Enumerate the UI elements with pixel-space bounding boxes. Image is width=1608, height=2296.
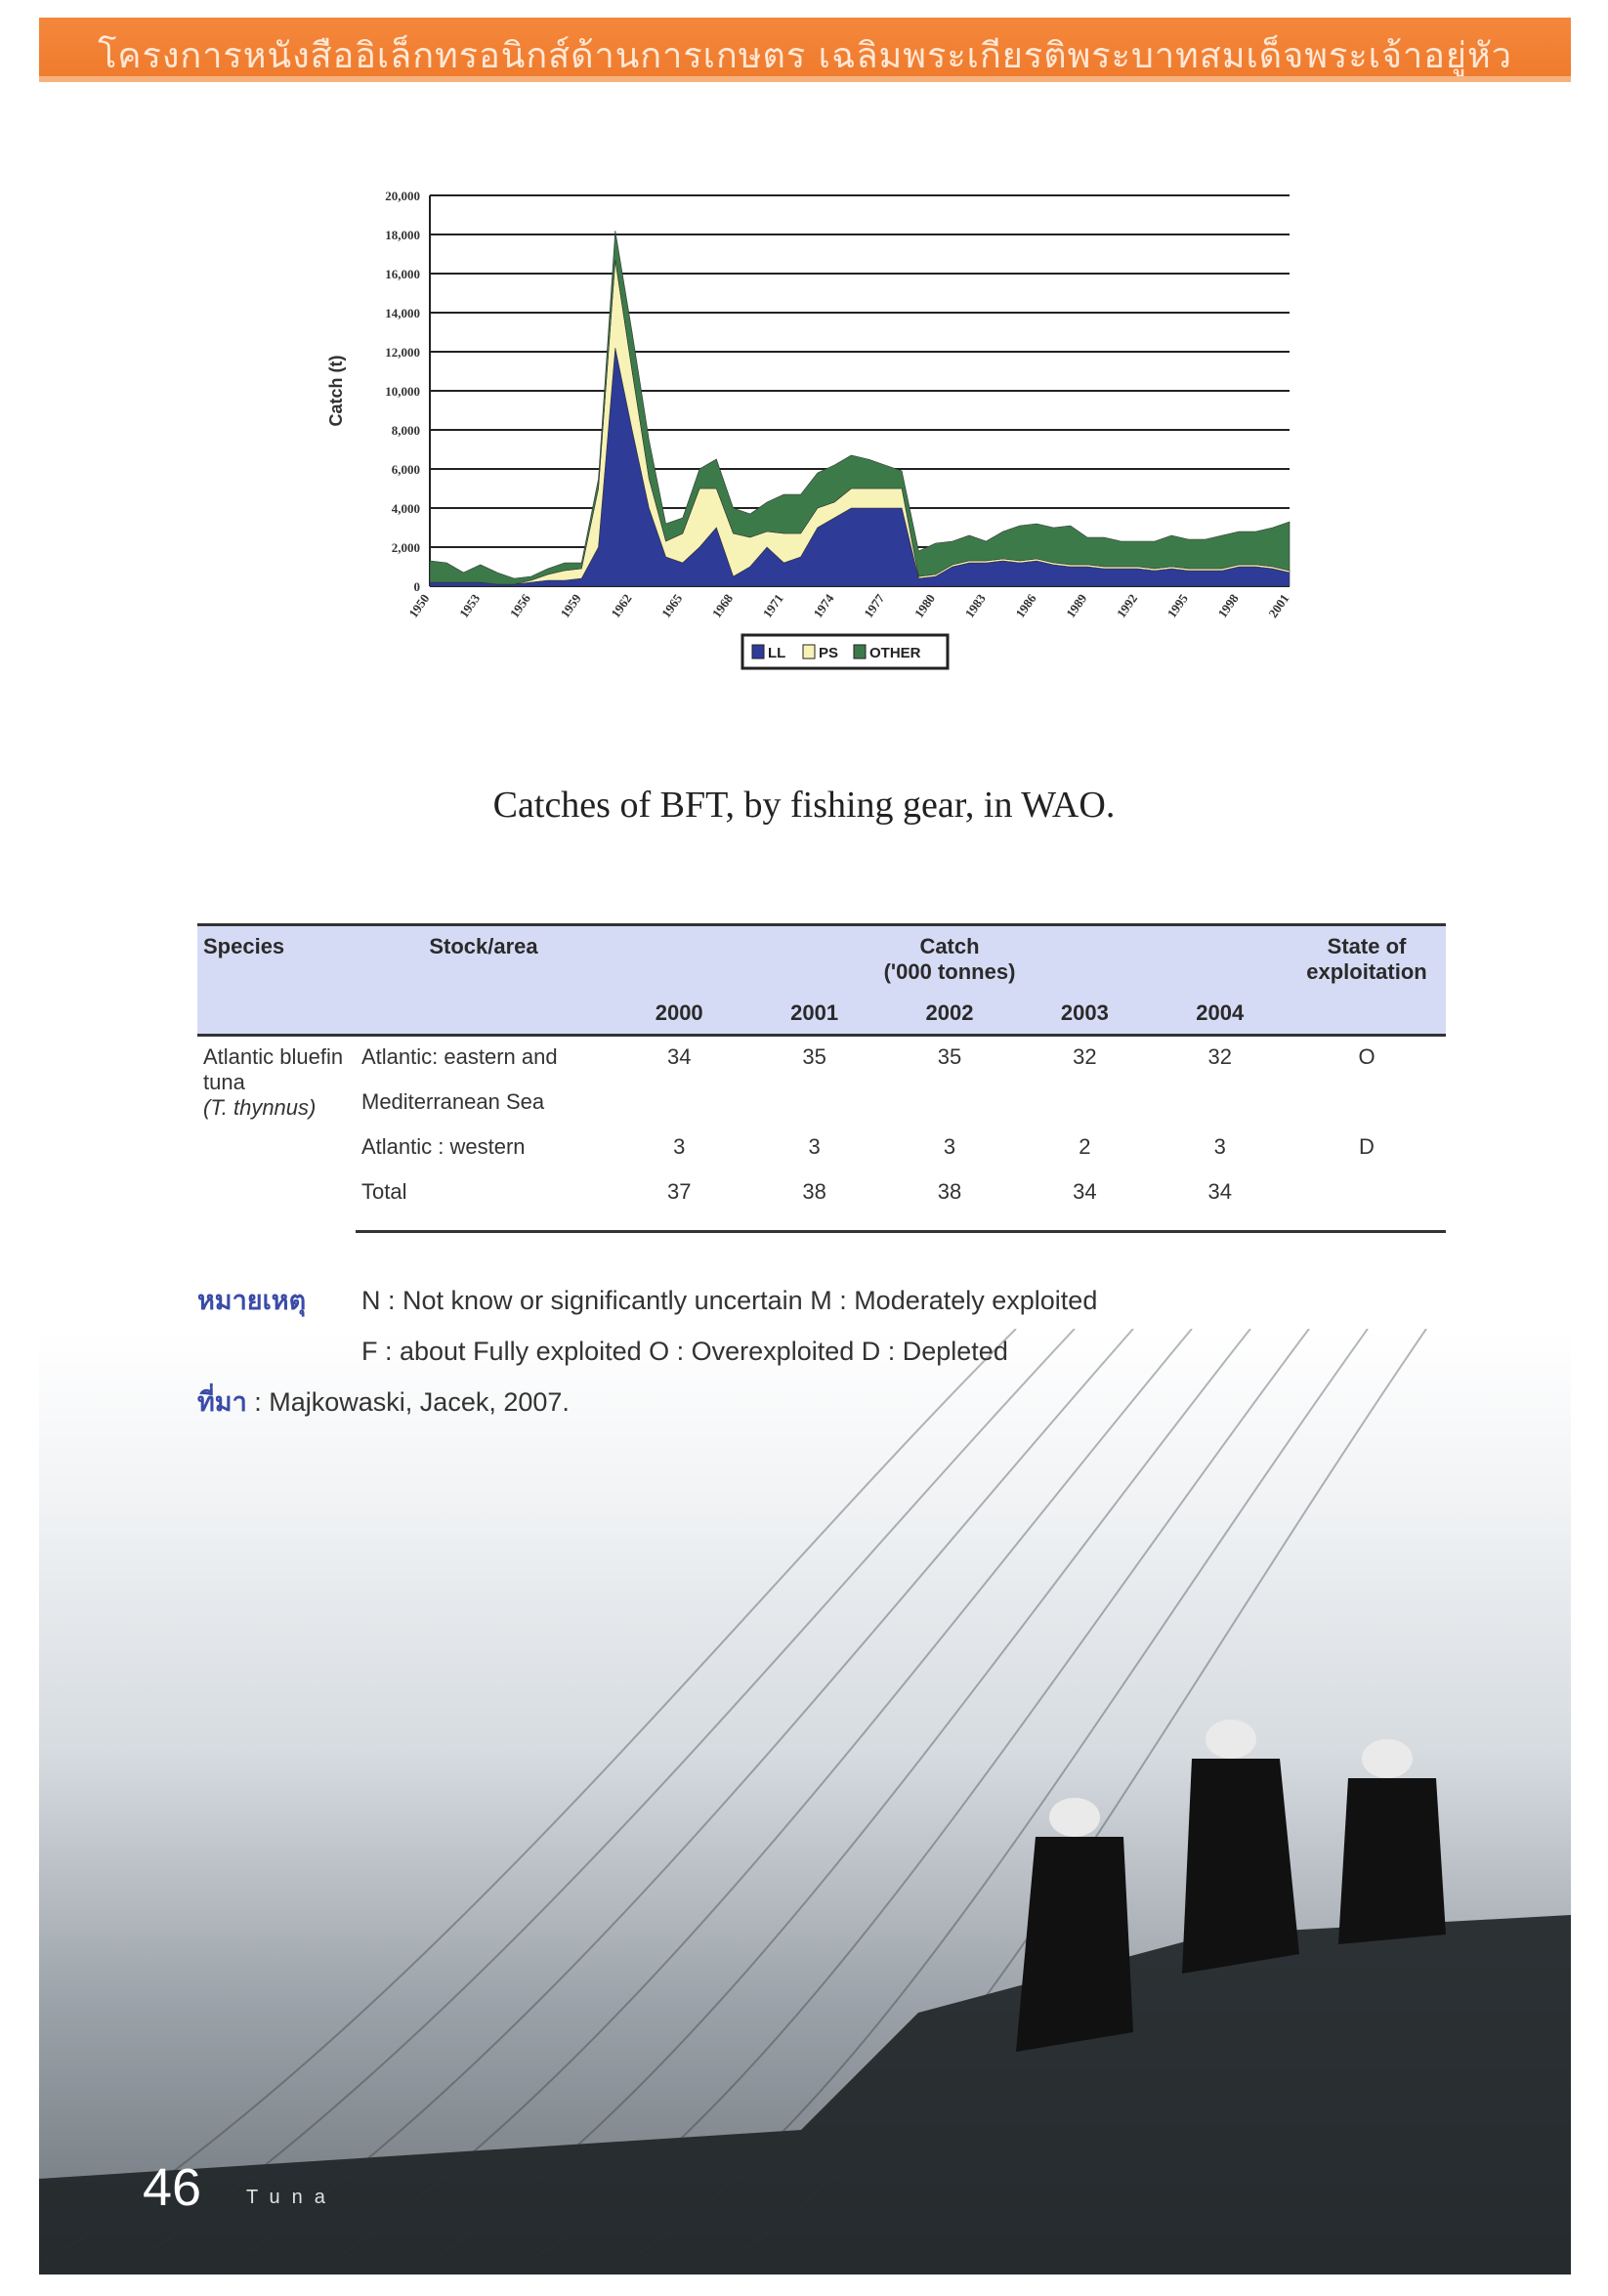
catch-value: 32 [1207, 1044, 1233, 1069]
catch-value: 34 [1153, 1171, 1288, 1232]
y-tick-label: 0 [413, 579, 420, 594]
col-species: Species [203, 934, 285, 958]
col-state: State of exploitation [1306, 934, 1427, 984]
source-label: ที่มา [197, 1387, 247, 1417]
notes-label: หมายเหตุ [197, 1286, 307, 1315]
y-tick-label: 12,000 [385, 345, 420, 360]
y-tick-label: 6,000 [391, 462, 420, 477]
year-header: 2001 [790, 1000, 839, 1025]
catch-value: 35 [802, 1044, 826, 1069]
legend-swatch [752, 645, 764, 659]
stock-cell: Mediterranean Sea [361, 1089, 545, 1114]
x-tick-label: 1965 [658, 591, 686, 621]
catch-value: 34 [1017, 1171, 1152, 1232]
tuna-net-photo [39, 1329, 1571, 2275]
catch-value: 38 [882, 1171, 1017, 1232]
x-tick-label: 2001 [1265, 591, 1292, 621]
state-cell: D [1359, 1134, 1375, 1159]
x-tick-label: 1968 [708, 591, 737, 621]
source-text: : Majkowaski, Jacek, 2007. [246, 1387, 570, 1417]
catch-value: 3 [808, 1134, 821, 1159]
x-tick-label: 1950 [405, 591, 433, 621]
x-tick-label: 1974 [810, 591, 837, 621]
catch-unit: ('000 tonnes) [883, 959, 1016, 984]
legend-label: LL [768, 645, 786, 661]
catch-value: 34 [666, 1044, 692, 1069]
header-stripe [39, 76, 1571, 82]
header-band [39, 18, 1571, 82]
species-cell [197, 1036, 356, 1232]
chart-caption: Catches of BFT, by fishing gear, in WAO. [492, 785, 1116, 826]
state-cell: O [1358, 1044, 1375, 1069]
table-row [197, 1036, 1446, 1083]
notes-line-2: F : about Fully exploited O : Overexploited D : Depleted [361, 1337, 1008, 1366]
table-row [197, 1171, 1446, 1232]
y-tick-label: 16,000 [385, 267, 420, 281]
x-tick-label: 1989 [1063, 591, 1090, 621]
catch-header: Catch [919, 934, 980, 958]
col-stock: Stock/area [429, 934, 538, 958]
photo-art [39, 1329, 1571, 2275]
catch-value: 3 [943, 1134, 956, 1159]
x-tick-label: 1953 [456, 591, 484, 621]
catch-value: 32 [1073, 1044, 1097, 1069]
year-header: 2003 [1060, 1000, 1109, 1025]
x-tick-label: 1983 [961, 591, 989, 621]
notes-line-1: N : Not know or significantly uncertain M : Moderately exploited [361, 1286, 1098, 1315]
stock-cell: Atlantic : western [361, 1134, 526, 1159]
catch-value: 3 [1213, 1134, 1226, 1159]
y-tick-label: 8,000 [391, 423, 420, 438]
book-title: Tuna [246, 2187, 337, 2208]
legend-swatch [803, 645, 815, 659]
y-tick-label: 4,000 [391, 501, 420, 516]
catch-area-chart [313, 176, 1329, 723]
legend-label: PS [819, 645, 839, 661]
x-tick-label: 1986 [1012, 591, 1039, 621]
catch-table [197, 923, 1446, 1233]
catch-value: 37 [612, 1171, 746, 1232]
y-tick-label: 18,000 [385, 228, 420, 242]
year-header: 2004 [1196, 1000, 1245, 1025]
y-tick-label: 2,000 [391, 540, 420, 555]
x-tick-label: 1962 [608, 591, 635, 621]
catch-value: 3 [673, 1134, 686, 1159]
table-row [197, 1127, 1446, 1171]
y-tick-label: 20,000 [385, 189, 420, 203]
catch-value: 2 [1079, 1134, 1091, 1159]
x-tick-label: 1992 [1113, 591, 1141, 621]
year-header: 2002 [925, 1000, 974, 1025]
stock-cell: Total [356, 1171, 612, 1232]
species-latin: (T. thynnus) [203, 1095, 317, 1120]
x-tick-label: 1998 [1214, 591, 1242, 621]
x-tick-label: 1971 [759, 591, 786, 621]
x-tick-label: 1959 [557, 591, 584, 621]
y-axis-label: Catch (t) [326, 355, 346, 427]
page-number: 46 [143, 2158, 202, 2217]
y-tick-label: 14,000 [385, 306, 420, 320]
catch-value: 35 [937, 1044, 962, 1069]
header-title: โครงการหนังสืออิเล็กทรอนิกส์ด้านการเกษตร เฉลิมพระเกียรติพระบาทสมเด็จพระเจ้าอยู่หัว [98, 36, 1512, 76]
stock-cell: Atlantic: eastern and [361, 1044, 558, 1069]
x-tick-label: 1980 [910, 591, 939, 621]
notes-block [197, 1275, 1097, 1427]
x-tick-label: 1977 [861, 591, 888, 621]
y-tick-label: 10,000 [385, 384, 420, 399]
catch-value: 38 [746, 1171, 881, 1232]
legend-label: OTHER [869, 645, 921, 661]
col-catch [612, 925, 1288, 994]
species-name: Atlantic bluefin tuna [203, 1044, 344, 1094]
table-row [197, 1082, 1446, 1127]
x-tick-label: 1956 [506, 591, 533, 621]
legend-swatch [854, 645, 866, 659]
year-header: 2000 [655, 1000, 703, 1025]
x-tick-label: 1995 [1164, 591, 1191, 621]
